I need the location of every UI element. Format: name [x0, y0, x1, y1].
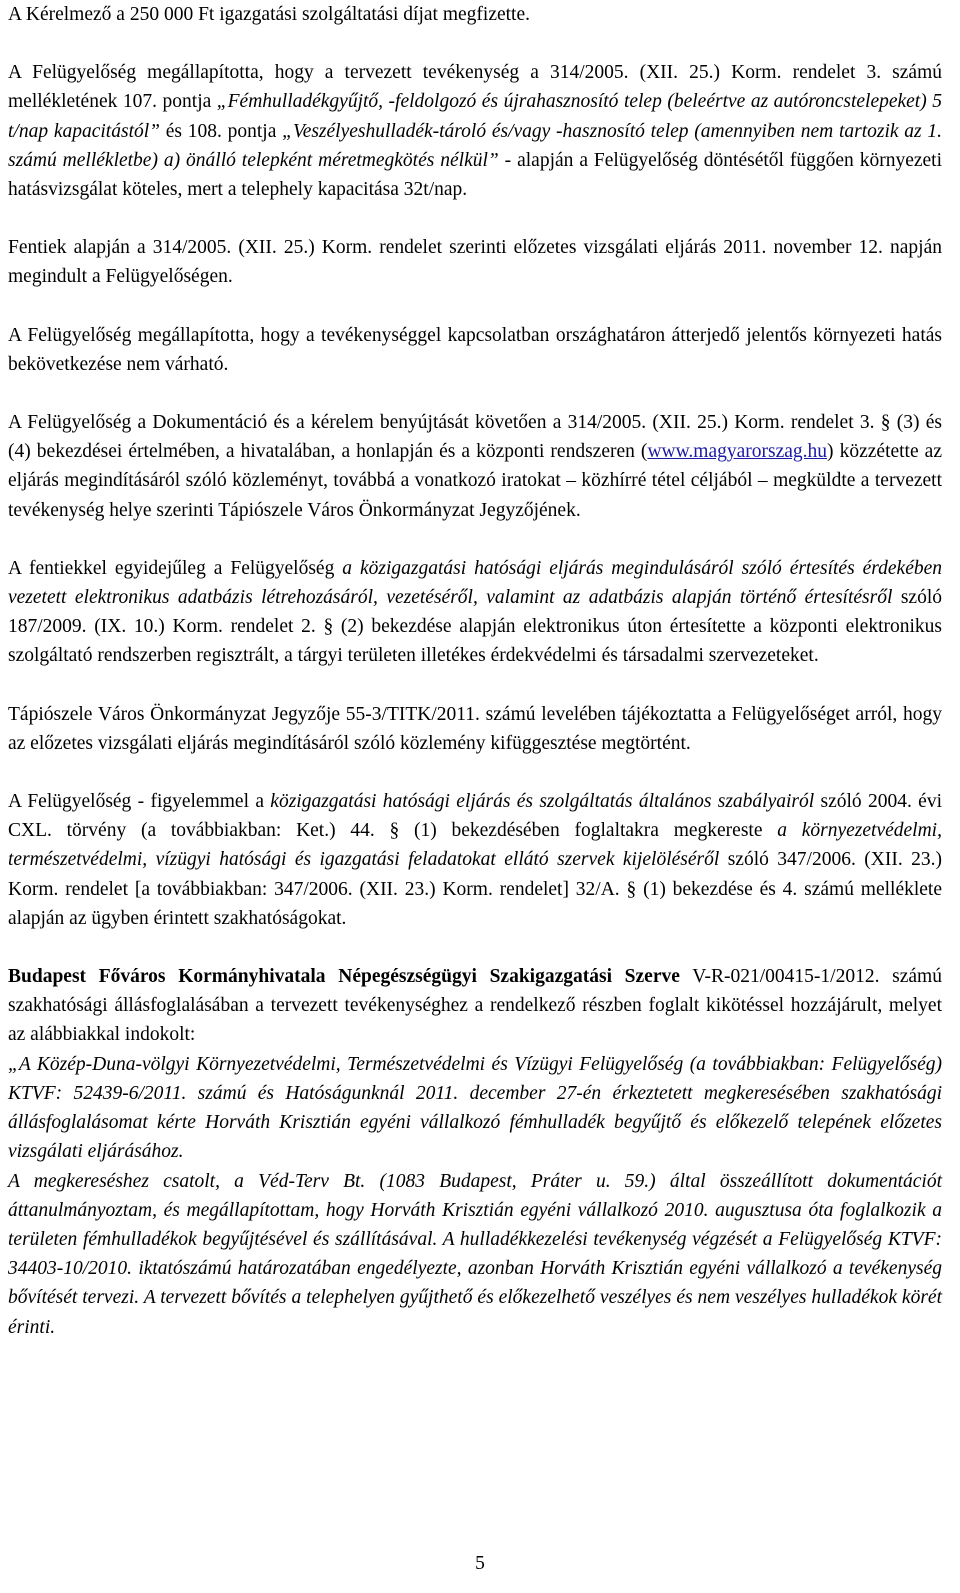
paragraph-publication: A Felügyelőség a Dokumentáció és a kérelem benyújtását követően a 314/2005. (XII. 25.) Korm. rendelet 3. § (3) és (4) bekezdései értelmében, a hivatalában, a honlapján és a központi rendszeren (www.magyarorszag.hu) közzétette az eljárás megindításáról szóló közleményt, továbbá a vonatkozó iratokat – közhírré tétel céljából – megküldte a tervezett tevékenység helye szerinti Tápiószele Város Önkormányzat Jegyzőjének.	[8, 412, 942, 521]
paragraph-authorities-consulted: A Felügyelőség - figyelemmel a közigazgatási hatósági eljárás és szolgáltatás általános szabályairól szóló 2004. évi CXL. törvény (a továbbiakban: Ket.) 44. § (1) bekezdésében foglaltakra megkereste a környezetvédelmi, természetvédelmi, vízügyi hatósági és igazgatási feladatokat ellátó szervek kijelöléséről szóló 347/2006. (XII. 23.) Korm. rendelet [a továbbiakban: 347/2006. (XII. 23.) Korm. rendelet] 32/A. § (1) bekezdése és 4. számú melléklete alapján az ügyben érintett szakhatóságokat.	[8, 791, 943, 929]
authority-name: Budapest Főváros Kormányhivatala Népegészségügyi Szakigazgatási Szerve	[8, 966, 680, 988]
paragraph-fee-paid: A Kérelmező a 250 000 Ft igazgatási szolgáltatási díjat megfizette.	[8, 4, 530, 25]
quote-paragraph-2: A megkereséshez csatolt, a Véd-Terv Bt. (1083 Budapest, Práter u. 59.) által összeállított dokumentációt áttanulmányoztam, és megállapítottam, hogy Horváth Krisztián egyéni vállalkozó 2010. augusztusa óta foglalkozik a területen fémhulladékok begyűjtésével és szállításával. A hulladékkezelési tevékenység végzését a Felügyelőség KTVF: 34403-10/2010. iktatószámú határozatában engedélyezte, azonban Horváth Krisztián egyéni vállalkozó a tevékenység bővítését tervezi. A tervezett bővítés a telephelyen gyűjthető és előkezelhető veszélyes és nem veszélyes hulladékok körét érinti.	[8, 1170, 942, 1338]
paragraph-no-transboundary-effect: A Felügyelőség megállapította, hogy a tevékenységgel kapcsolatban országhatáron átterjedő jelentős környezeti hatás bekövetkezése nem várható.	[8, 324, 942, 375]
paragraph-notary-letter: Tápiószele Város Önkormányzat Jegyzője 55-3/TITK/2011. számú levelében tájékoztatta a Felügyelőséget arról, hogy az előzetes vizsgálati eljárás megindításáról szóló közlemény kifüggesztése megtörtént.	[8, 703, 942, 754]
document-page	[8, 0, 942, 1342]
page-number: 5	[475, 1553, 485, 1574]
paragraph-health-authority: Budapest Főváros Kormányhivatala Népegészségügyi Szakigazgatási Szerve V-R-021/00415-1/2012. számú szakhatósági állásfoglalásában a tervezett tevékenységhez a rendelkező részben foglalt kikötéssel hozzájárult, melyet az alábbiakkal indokolt:	[8, 966, 942, 1046]
paragraph-procedure-started: Fentiek alapján a 314/2005. (XII. 25.) Korm. rendelet szerinti előzetes vizsgálati eljárás 2011. november 12. napján megindult a Felügyelőségen.	[8, 237, 942, 288]
paragraph-classification: A Felügyelőség megállapította, hogy a tervezett tevékenység a 314/2005. (XII. 25.) Korm. rendelet 3. számú mellékletének 107. pontja „Fémhulladékgyűjtő, -feldolgozó és újrahasznosító telep (beleértve az autóroncstelepeket) 5 t/nap kapacitástól” és 108. pontja „Veszélyeshulladék-tároló és/vagy -hasznosító telep (amennyiben nem tartozik az 1. számú mellékletbe) a) önálló telepként méretmegkötés nélkül” - alapján a Felügyelőség döntésétől függően környezeti hatásvizsgálat köteles, mert a telephely kapacitása 32t/nap.	[8, 62, 943, 201]
magyarorszag-link[interactable]: www.magyarorszag.hu	[647, 441, 828, 463]
quote-paragraph-1: „A Közép-Duna-völgyi Környezetvédelmi, Természetvédelmi és Vízügyi Felügyelőség (a továbbiakban: Felügyelőség) KTVF: 52439-6/2011. számú és Hatóságunknál 2011. december 27-én érkeztetett megkeresésében szakhatósági állásfoglalásomat kérte Horváth Krisztián egyéni vállalkozó fémhulladék begyűjtő és előkezelő telepének előzetes vizsgálati eljárásához.	[8, 1053, 942, 1163]
paragraph-electronic-notification: A fentiekkel egyidejűleg a Felügyelőség a közigazgatási hatósági eljárás megindulásáról szóló értesítés érdekében vezetett elektronikus adatbázis létrehozásáról, vezetéséről, valamint az adatbázis alapján történő értesítésről szóló 187/2009. (IX. 10.) Korm. rendelet 2. § (2) bekezdése alapján elektronikus úton értesítette a központi elektronikus szolgáltató rendszerben regisztrált, a tárgyi területen illetékes érdekvédelmi és társadalmi szervezeteket.	[8, 557, 943, 667]
